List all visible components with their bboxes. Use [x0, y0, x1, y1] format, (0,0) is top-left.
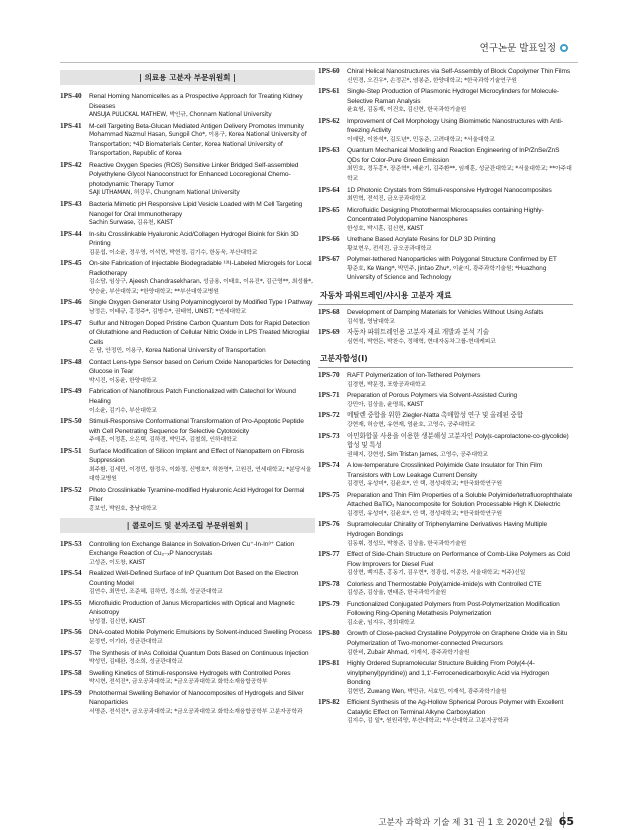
- section-title: | 의료용 고분자 부문위원회 |: [60, 70, 315, 85]
- entry-authors: Mohammad Nazmul Hasan, Sungpil Cho*, 이용구, Korea National University of Transportation; *4D Biomaterials Center, Korea National University of Transportation, Republic of Korea: [89, 132, 307, 158]
- entry-title: 메탈렌 중합을 위한 Ziegler-Natta 촉매합성 연구 및 올레핀 중합: [347, 412, 524, 420]
- entry-code: 1PS-42: [60, 160, 82, 169]
- entry-code: 1PS-44: [60, 229, 82, 238]
- entry-authors: SAJI UTHAMAN, 허강무, Chungnam National University: [89, 190, 240, 197]
- entry-title: Preparation and Thin Film Properties of a Soluble Polyimide/tetrafluorophthalate Attached BaTiO₃ Nanocomposite for Solution Processable High K Dielectric: [347, 491, 573, 509]
- entry-title: Fabrication of Nanofibrous Patch Functionalized with Catechol for Wound Healing: [89, 388, 296, 405]
- entry-code: 1PS-47: [60, 318, 82, 327]
- entry-body: [347, 146, 573, 184]
- entry-body: [347, 659, 573, 697]
- header-title: 연구논문 발표일정: [479, 43, 556, 54]
- abstract-entry: [60, 358, 315, 387]
- entry-title: Single-Step Production of Plasmonic Hydrogel Microcylinders for Molecule-Selective Raman Analysis: [347, 88, 559, 105]
- entry-code: 1PS-45: [60, 259, 82, 268]
- page-footer: [378, 815, 574, 828]
- entry-code: 1PS-66: [318, 235, 340, 244]
- page-header: [480, 40, 568, 54]
- entry-code: 1PS-79: [318, 599, 340, 608]
- abstract-entry: [60, 447, 315, 485]
- entry-title: Development of Damping Materials for Vehicles Without Using Asfalts: [347, 309, 544, 317]
- entry-body: [347, 491, 573, 520]
- entry-title: Renal Homing Nanomicelles as a Prospective Approach for Treating Kidney Diseases: [89, 93, 303, 110]
- entry-body: [89, 230, 315, 259]
- entry-body: [347, 411, 573, 430]
- entry-body: [89, 649, 315, 668]
- entry-authors: 김한비, Zubair Ahmad, 이재석, 광주과학기술원: [347, 649, 470, 656]
- section-title: 고분자합성(I): [320, 354, 368, 364]
- entry-authors: 김연수, 최만인, 조준혜, 김하민, 정소희, 성균관대학교: [89, 589, 223, 596]
- entry-body: [89, 122, 315, 160]
- entry-title: Efficient Synthesis of the Ag-Hollow Spherical Porous Polymer with Excellent Catalytic Effect on Terminal Alkyne Carboxylation: [347, 699, 564, 716]
- entry-authors: 심현석, 박현돈, 박찬수, 정해혁, 현대자동차그룹-현대케피코: [347, 338, 496, 345]
- entry-authors: 은 담, 안정민, 이용구, Korea National University of Transportation: [89, 348, 266, 355]
- entry-title: Polymer-tethered Nanoparticles with Polygonal Structure Confirmed by ET: [347, 256, 557, 264]
- entry-title: Chiral Helical Nanostructures via Self-Assembly of Block Copolymer Thin Films: [347, 68, 571, 75]
- abstract-entry: [318, 328, 573, 347]
- entry-body: [89, 298, 315, 317]
- abstract-entry: [318, 432, 573, 461]
- abstract-entry: [318, 235, 573, 254]
- entry-body: [89, 92, 315, 121]
- entry-body: [89, 259, 315, 297]
- entry-authors: 최민혁, 전석진, 금오공과대학교: [347, 196, 426, 203]
- entry-title: DNA-coated Mobile Polymeric Emulsions by Solvent-induced Swelling Process: [89, 629, 312, 637]
- entry-code: 1PS-56: [60, 628, 82, 637]
- entry-body: [89, 319, 315, 357]
- entry-code: 1PS-46: [60, 298, 82, 307]
- entry-authors: 이예담, 이찬석*, 김도년*, 민동준, 고려대학교; *서울대학교: [347, 136, 495, 143]
- abstract-entry: [318, 308, 573, 327]
- abstract-entry: [60, 122, 315, 160]
- abstract-entry: [60, 200, 315, 229]
- entry-authors: 김성준, 김상율, 변태준, 한국과학기술원: [347, 590, 446, 597]
- entry-authors: 문정빈, 이기라, 성균관대학교: [89, 638, 163, 645]
- entry-title: Stimuli-Responsive Conformational Transformation of Pro-Apoptotic Peptide with Cell Penetrating Sequence for Selective Cytotoxicity: [89, 418, 304, 435]
- abstract-entry: [318, 629, 573, 658]
- entry-authors: 김경민, 유성미*, 김윤호*, 안 택, 경성대학교; *한국화학연구원: [347, 481, 502, 488]
- entry-authors: 김문섭, 이소윤, 정우영, 이석현, 박현정, 김기수, 한동욱, 부산대학교: [89, 249, 258, 256]
- entry-authors: 김석철, 영남대학교: [347, 318, 395, 325]
- entry-authors: 김소윤, 임지우, 경희대학교: [347, 619, 415, 626]
- entry-body: [347, 308, 573, 327]
- entry-title: Realized Well-Defined Surface of InP Quantum Dot Based on the Electron Counting Model: [89, 570, 299, 587]
- entry-authors: 신민경, 오진우*, 손정곤*, 염봉준, 한양대학교; *한국과학기술연구원: [347, 77, 517, 84]
- entry-title: Sulfur and Nitrogen Doped Pristine Carbon Quantum Dots for Rapid Detection of Glutathione and Reduction of Cellular Nitric Oxide in LPS Treated Microglial Cells: [89, 319, 310, 346]
- abstract-entry: [318, 520, 573, 549]
- abstract-entry: [318, 206, 573, 235]
- entry-code: 1PS-60: [318, 67, 340, 75]
- entry-code: 1PS-48: [60, 357, 82, 366]
- abstract-entry: [318, 698, 573, 727]
- entry-title: Growth of Close-packed Crystalline Polypyrrole on Graphene Oxide via in Situ Polymerization of Two-monomer-connected Precursors: [347, 630, 568, 647]
- entry-authors: 박시현, 전석진*, 금오공과대학교; *금오공과대학교 화학소재융합공학부: [89, 679, 268, 686]
- entry-body: [347, 186, 573, 205]
- abstract-entry: [318, 371, 573, 390]
- entry-title: M-cell Targeting Beta-Glucan Mediated Antigen Delivery Promotes Immunity: [89, 122, 304, 130]
- abstract-entry: [60, 540, 315, 569]
- entry-code: 1PS-75: [318, 490, 340, 499]
- entry-body: [347, 391, 573, 410]
- page-number: 65: [558, 815, 574, 828]
- entry-title: Improvement of Cell Morphology Using Biomimetic Nanostructures with Anti-freezing Activity: [347, 117, 563, 135]
- entry-body: [89, 358, 315, 387]
- entry-authors: 최주환, 김세민, 이경민, 함정우, 이화정, 신병호*, 허찬영*, 고원건, 연세대학교; *분당서울대학교병원: [89, 466, 312, 483]
- entry-title: Contact Lens-type Sensor based on Cerium Oxide Nanoparticles for Detecting Glucose in Tear: [89, 358, 311, 376]
- entry-title: 1D Photonic Crystals from Stimuli-responsive Hydrogel Nanocomposites: [347, 186, 552, 194]
- entry-authors: 남성결, 김신현, KAIST: [89, 618, 146, 625]
- entry-title: A low-temperature Crosslinked Polyimide Gate Insulator for Thin Film Transistors with Low Leakage Current Density: [347, 462, 542, 479]
- entry-body: [89, 486, 315, 515]
- entry-title: On-site Fabrication of Injectable Biodegradable ¹³¹I-Labeled Microgels for Local Radiotherapy: [89, 260, 312, 277]
- entry-body: [89, 669, 315, 688]
- abstract-entry: [318, 117, 573, 146]
- entry-title: RAFT Polymerization of Ion-Tethered Polymers: [347, 372, 481, 380]
- entry-code: 1PS-64: [318, 185, 340, 194]
- entry-body: [347, 520, 573, 549]
- section-title: 자동차 파워트레인/샤시용 고분자 재료: [320, 291, 452, 301]
- entry-title: Photo Crosslinkable Tyramine-modified Hyaluronic Acid Hydrogel for Dermal Filler: [89, 486, 305, 504]
- entry-body: [347, 371, 573, 390]
- abstract-entry: [60, 230, 315, 259]
- entry-authors: 강민아, 김상울, 윤명록, KAIST: [347, 401, 424, 408]
- entry-authors: 홍보인, 박원호, 충남대학교: [89, 505, 157, 512]
- entry-title: Supramolecular Chirality of Triphenylamine Derivatives Having Multiple Hydrogen Bondings: [347, 521, 548, 538]
- entry-code: 1PS-54: [60, 569, 82, 578]
- entry-authors: 윤효원, 김동재, 이건호, 김신현, 한국과학기술원: [347, 107, 467, 114]
- entry-code: 1PS-68: [318, 308, 340, 317]
- section-rule: [318, 304, 573, 305]
- entry-body: [89, 161, 315, 199]
- entry-body: [89, 599, 315, 628]
- entry-code: 1PS-59: [60, 688, 82, 697]
- abstract-entry: [318, 255, 573, 284]
- entry-code: 1PS-81: [318, 659, 340, 668]
- entry-body: [347, 87, 573, 116]
- entry-code: 1PS-51: [60, 446, 82, 455]
- entry-code: 1PS-67: [318, 255, 340, 264]
- entry-title: Surface Modification of Silicon Implant and Effect of Nanopattern on Fibrosis Suppression: [89, 447, 305, 465]
- entry-authors: 김지수, 김 일*, 원원리양, 부산대학교; *부산대학교 고분자공학과: [347, 718, 509, 725]
- entry-body: [347, 629, 573, 658]
- entry-title: 아민화합물 사용을 이용한 생분해성 고분자인 Poly(ε-caprolactone-co-glycolide) 합성 및 특성: [347, 432, 569, 450]
- entry-code: 1PS-61: [318, 87, 340, 96]
- header-rule: [60, 62, 578, 63]
- entry-authors: 김소담, 임상구, Ajeesh Chandrasekharan, 성금용, 이태호, 이유진*, 김근영**, 최성률*, 양승윤, 부산대학교; *한양대학교; **부산대학교병원: [89, 279, 313, 295]
- entry-title: 자동차 파워트레인용 고분자 재료 개발과 분석 기술: [347, 329, 490, 337]
- entry-code: 1PS-52: [60, 485, 82, 494]
- entry-code: 1PS-41: [60, 121, 82, 130]
- abstract-entry: [60, 569, 315, 598]
- abstract-entry: [60, 387, 315, 416]
- entry-title: Colorless and Thermostable Poly(amide-imide)s with Controlled CTE: [347, 580, 542, 588]
- abstract-entry: [60, 319, 315, 357]
- entry-body: [89, 200, 315, 229]
- entry-title: Controlling Ion Exchange Balance in Solvation-Driven Cu⁺-In-In³⁺ Cation Exchange Reaction of Cu₂₋ₓP Nanocrystals: [89, 540, 295, 558]
- entry-authors: 김동휘, 정성모, 박창준, 김상율, 한국과학기술원: [347, 540, 467, 547]
- entry-authors: 서명준, 전석진*, 금오공과대학교; *금오공과대학교 화학소재융합공학부 고분자공학과: [89, 708, 303, 715]
- entry-authors: 박시진, 이동윤, 한양대학교: [89, 377, 157, 384]
- section-rule: [318, 367, 573, 368]
- entry-title: Functionalized Conjugated Polymers from Post-Polymerization Modification Following Ring-Opening Metathesis Polymerization: [347, 600, 560, 618]
- entry-authors: 최민호, 정두홍*, 장준혁*, 배윤기, 김주환**, 임재훈, 성균관대학교; *서울대학교; **아주대학교: [347, 166, 572, 183]
- abstract-entry: [60, 486, 315, 515]
- abstract-entry: [318, 580, 573, 599]
- abstract-entry: [60, 689, 315, 718]
- entry-code: 1PS-55: [60, 598, 82, 607]
- abstract-entry: [318, 146, 573, 184]
- entry-authors: 주예훈, 이정훈, 오은택, 김하경, 박민주, 김철희, 인하대학교: [89, 437, 238, 444]
- abstract-entry: [60, 259, 315, 297]
- entry-code: 1PS-69: [318, 328, 340, 337]
- abstract-entry: [60, 649, 315, 668]
- left-column: [60, 67, 315, 787]
- abstract-entry: [318, 491, 573, 520]
- entry-code: 1PS-57: [60, 648, 82, 657]
- entry-title: Photothermal Swelling Behavior of Nanocomposites of Hydrogels and Silver Nanoparticles: [89, 689, 304, 707]
- entry-body: [89, 569, 315, 598]
- abstract-entry: [318, 87, 573, 116]
- entry-body: [89, 417, 315, 446]
- entry-code: 1PS-70: [318, 371, 340, 380]
- entry-code: 1PS-78: [318, 579, 340, 588]
- entry-title: In-situ Crosslinkable Hyaluronic Acid/Collagen Hydrogel Bioink for Skin 3D Printing: [89, 230, 299, 248]
- entry-authors: Sachin Surwase, 김유천, KAIST: [89, 220, 174, 227]
- entry-body: [89, 387, 315, 416]
- entry-code: 1PS-63: [318, 146, 340, 155]
- entry-code: 1PS-40: [60, 92, 82, 100]
- entry-authors: 남정은, 이태규, 홍정주*, 김병수*, 권태혁, UNIST; *연세대학교: [89, 309, 247, 316]
- entry-authors: 김현민, Zuwang Wen, 박민규, 서효민, 이재석, 광주과학기술원: [347, 688, 507, 695]
- entry-title: Swelling Kinetics of Stimuli-responsive Hydrogels with Controlled Pores: [89, 669, 291, 677]
- entry-authors: 김상현, 백지훈, 홍동기, 김우현*, 정광섭, 이종찬, 서울대학교; *(주)신일: [347, 570, 526, 577]
- entry-authors: ANSUJA PULICKAL MATHEW, 박인규, Chonnam National University: [89, 112, 272, 119]
- entry-body: [347, 117, 573, 146]
- entry-authors: 황보현우, 전석진, 금오공과대학교: [347, 245, 432, 252]
- entry-code: 1PS-50: [60, 417, 82, 426]
- entry-body: [347, 67, 573, 86]
- abstract-entry: [318, 67, 573, 86]
- abstract-entry: [60, 669, 315, 688]
- abstract-entry: [318, 550, 573, 579]
- entry-authors: 권혜지, 강현성, Sim Tristan James, 고영수, 공주대학교: [347, 451, 488, 458]
- abstract-entry: [318, 461, 573, 490]
- entry-code: 1PS-71: [318, 391, 340, 400]
- abstract-entry: [60, 161, 315, 199]
- abstract-entry: [60, 417, 315, 446]
- entry-title: Highly Ordered Supramolecular Structure Building From Poly(4-(4-vinylphenyl)pyridine)) and 1,1'-Ferrocenedicarboxylic Acid via Hydrogen Bonding: [347, 660, 549, 687]
- entry-code: 1PS-49: [60, 387, 82, 396]
- entry-body: [89, 447, 315, 485]
- entry-authors: 한성호, 박시훈, 김신현, KAIST: [347, 225, 424, 232]
- entry-code: 1PS-58: [60, 668, 82, 677]
- abstract-entry: [60, 298, 315, 317]
- abstract-entry: [60, 599, 315, 628]
- entry-authors: 이소윤, 김기수, 부산대학교: [89, 407, 157, 414]
- entry-title: Preparation of Porous Polymers via Solvent-Assisted Curing: [347, 392, 518, 400]
- entry-body: [347, 600, 573, 629]
- footer-journal: 고분자 과학과 기술 제 31 권 1 호 2020년 2월: [378, 818, 553, 828]
- abstract-entry: [318, 600, 573, 629]
- abstract-entry: [60, 628, 315, 647]
- entry-code: 1PS-43: [60, 200, 82, 209]
- entry-body: [347, 206, 573, 235]
- entry-body: [347, 235, 573, 254]
- entry-title: Effect of Side-Chain Structure on Performance of Comb-Like Polymers as Cold Flow Improvers for Diesel Fuel: [347, 551, 570, 568]
- entry-body: [347, 432, 573, 461]
- entry-title: Reactive Oxygen Species (ROS) Sensitive Linker Bridged Self-assembled Polyethylene Glycol Nanoconstruct for Enhanced Locoregional Chemo-photodynamic Therapy Tumor: [89, 161, 299, 188]
- section-title: | 콜로이드 및 분자조립 부문위원회 |: [60, 518, 315, 533]
- abstract-entry: [318, 391, 573, 410]
- entry-title: Single Oxygen Generator Using Polyaminoglycerol by Modified Type I Pathway: [89, 299, 313, 307]
- entry-body: [89, 628, 315, 647]
- entry-authors: 강현재, 허승현, 유현재, 엄윤호, 고영수, 공주대학교: [347, 421, 476, 428]
- entry-body: [347, 461, 573, 490]
- entry-body: [347, 255, 573, 284]
- abstract-entry: [318, 659, 573, 697]
- entry-code: 1PS-73: [318, 431, 340, 440]
- entry-code: 1PS-76: [318, 520, 340, 529]
- entry-code: 1PS-80: [318, 629, 340, 638]
- entry-code: 1PS-77: [318, 550, 340, 559]
- entry-title: The Synthesis of InAs Colloidal Quantum Dots Based on Continuous Injection: [89, 649, 309, 657]
- entry-code: 1PS-65: [318, 205, 340, 214]
- entry-authors: 김경현, 박문정, 포항공과대학교: [347, 381, 426, 388]
- entry-body: [347, 328, 573, 347]
- abstract-entry: [60, 92, 315, 121]
- entry-title: Microfluidic Production of Janus Microparticles with Optical and Magnetic Anisotropy: [89, 599, 295, 617]
- entry-body: [89, 689, 315, 718]
- entry-title: Bacteria Mimetic pH Responsive Lipid Vesicle Loaded with M Cell Targeting Nanogel for Oral Immunotherapy: [89, 201, 303, 218]
- entry-body: [347, 550, 573, 579]
- entry-title: Urethane Based Acrylate Resins for DLP 3D Printing: [347, 236, 496, 244]
- entry-authors: 박성민, 김태완, 정소희, 성균관대학교: [89, 659, 183, 666]
- entry-code: 1PS-74: [318, 461, 340, 470]
- entry-body: [347, 580, 573, 599]
- entry-authors: 김경민, 유성미*, 김윤호*, 안 택, 경성대학교; *한국화학연구원: [347, 510, 502, 517]
- entry-code: 1PS-82: [318, 698, 340, 707]
- entry-code: 1PS-72: [318, 411, 340, 420]
- entry-authors: 고성준, 이도창, KAIST: [89, 559, 146, 566]
- entry-code: 1PS-53: [60, 539, 82, 548]
- right-column: [318, 67, 573, 787]
- entry-body: [89, 540, 315, 569]
- circle-icon: [560, 44, 568, 52]
- entry-title: Quantum Mechanical Modeling and Reaction Engineering of InP/ZnSe/ZnS QDs for Color-Pure Green Emission: [347, 147, 560, 164]
- abstract-entry: [318, 186, 573, 205]
- entry-code: 1PS-62: [318, 116, 340, 125]
- entry-title: Microfluidic Designing Photothermal Microcapsules containing Highly-Concentrated Polydopamine Nanospheres: [347, 206, 544, 224]
- entry-body: [347, 698, 573, 727]
- entry-authors: 황준호, Ke Wang*, 박민주, Jintao Zhu*, 이윤지, 광주과학기술원; *Huazhong University of Science and Technology: [347, 265, 547, 282]
- abstract-entry: [318, 411, 573, 430]
